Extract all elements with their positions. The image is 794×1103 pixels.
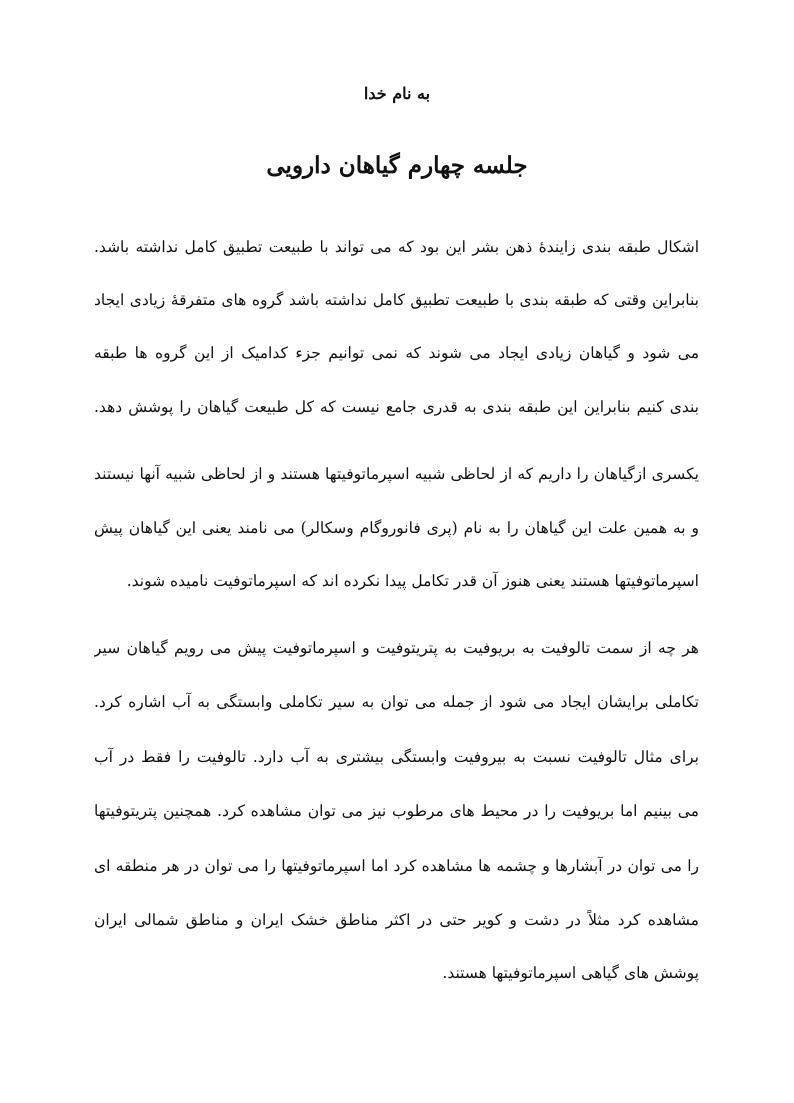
paragraph-3-line-5: را می توان در آبشارها و چشمه ها مشاهده کرد اما اسپرماتوفیتها را می توان در هر منطقه ای — [94, 857, 699, 875]
paragraph-3-line-1: هر چه از سمت تالوفیت به بریوفیت به پتریتوفیت و اسپرماتوفیت پیش می رویم گیاهان سیر — [94, 639, 699, 657]
paragraph-3-line-3: برای مثال تالوفیت نسبت به بیروفیت وابستگی بیشتری به آب دارد. تالوفیت را فقط در آب — [94, 748, 699, 766]
paragraph-3-line-2: تکاملی برایشان ایجاد می شود از جمله می توان به سیر تکاملی وابستگی به آب اشاره کرد. — [94, 693, 699, 711]
paragraph-1-line-2: بنابراین وقتی که طبقه بندی با طبیعت تطبیق کامل نداشته باشد گروه های متفرقهٔ زیادی ایجاد — [94, 291, 699, 309]
paragraph-1-line-4: بندی کنیم بنابراین این طبقه بندی به قدری جامع نیست که کل طبیعت گیاهان را پوشش دهد. — [94, 398, 699, 416]
paragraph-1-line-1: اشکال طبقه بندی زایندهٔ ذهن بشر این بود که می تواند با طبیعت تطبیق کامل نداشته باشد. — [94, 238, 699, 256]
paragraph-1-line-3: می شود و گیاهان زیادی ایجاد می شوند که نمی توانیم جزء کدامیک از این گروه ها طبقه — [94, 344, 699, 362]
paragraph-3-line-7: پوشش های گیاهی اسپرماتوفیتها هستند. — [442, 964, 699, 982]
paragraph-2-line-2: و به همین علت این گیاهان را به نام (پری فانوروگام وسکالر) می نامند یعنی این گیاهان پیش — [94, 519, 699, 537]
paragraph-2-line-1: یکسری ازگیاهان را داریم که از لحاظی شبیه اسپرماتوفیتها هستند و از لحاظی شبیه آنها نیستند — [94, 465, 699, 483]
paragraph-3-line-4: می بینیم اما بریوفیت را در محیط های مرطوب نیز می توان مشاهده کرد. همچنین پتریتوفیتها — [94, 802, 699, 820]
paragraph-3-line-6: مشاهده کرد مثلاً در دشت و کویر حتی در اکثر مناطق خشک ایران و مناطق شمالی ایران — [94, 911, 699, 929]
page-header: به نام خدا — [363, 84, 431, 103]
paragraph-2-line-3: اسپرماتوفیتها هستند یعنی هنوز آن قدر تکامل پیدا نکرده اند که اسپرماتوفیت نامیده شوند. — [126, 572, 699, 590]
page-title: جلسه چهارم گیاهان دارویی — [266, 152, 528, 179]
